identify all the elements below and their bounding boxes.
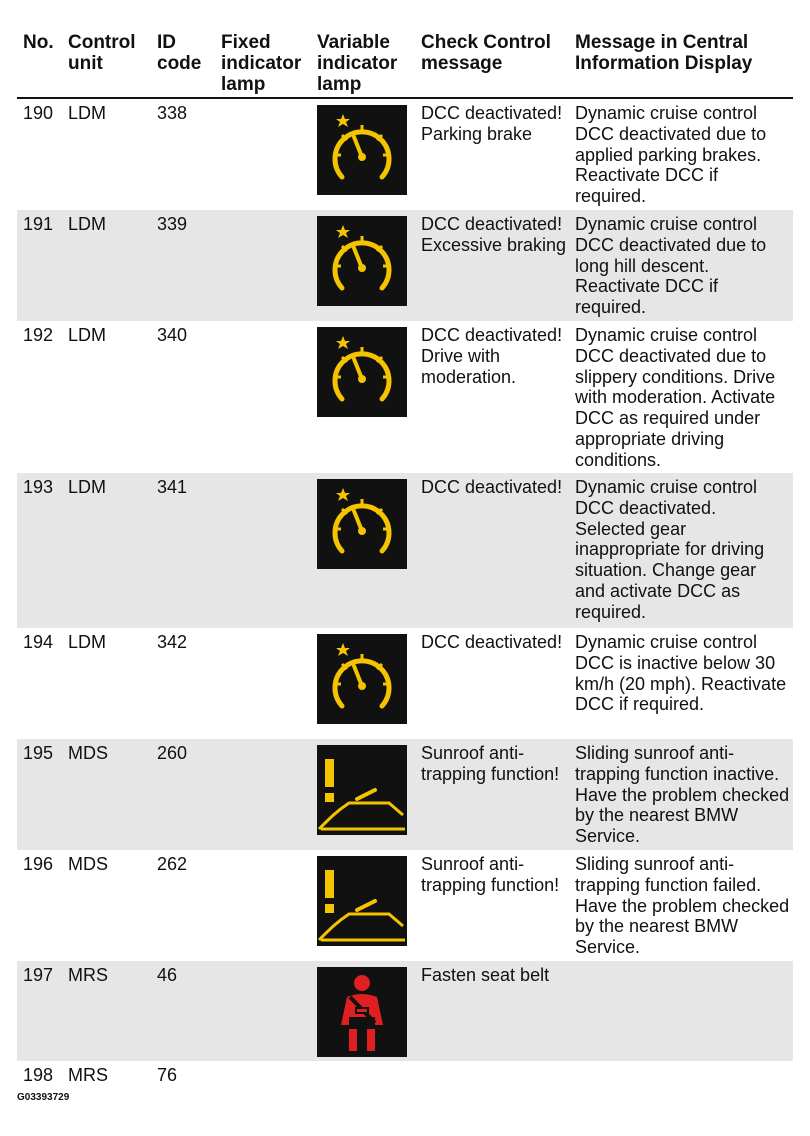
row-cid-message: Dynamic cruise control DCC is inactive below 30 km/h (20 mph). Reactivate DCC if required. — [575, 632, 787, 715]
table-row — [17, 739, 793, 850]
dcc-speedometer-icon — [317, 216, 407, 306]
row-number: 198 — [23, 1065, 54, 1085]
row-id-code: 260 — [157, 743, 188, 763]
row-id-code: 46 — [157, 965, 178, 985]
table-row — [17, 210, 793, 321]
row-check-control-message: Fasten seat belt — [421, 965, 550, 985]
row-cid-message: Dynamic cruise control DCC deactivated due to slippery conditions. Drive with moderation. Activate DCC as required under appropriate driving conditions. — [575, 325, 776, 470]
row-number: 193 — [23, 477, 54, 497]
row-check-control-message: DCC deactivated! — [421, 477, 563, 497]
dcc-speedometer-icon — [317, 634, 407, 724]
sunroof-warning-icon — [317, 745, 407, 835]
header-fixed-lamp: Fixed indicator lamp — [221, 32, 302, 95]
header-id-code: ID code — [157, 32, 202, 74]
dcc-speedometer-icon — [317, 105, 407, 195]
seat-belt-icon — [317, 967, 407, 1057]
row-control-unit: MDS — [68, 743, 108, 763]
row-cid-message: Dynamic cruise control DCC deactivated due to long hill descent. Reactivate DCC if required. — [575, 214, 767, 318]
row-control-unit: LDM — [68, 477, 107, 497]
header-control-unit: Control unit — [68, 32, 136, 74]
row-id-code: 340 — [157, 325, 188, 345]
header-cid-message: Message in Central Information Display — [575, 32, 753, 74]
dcc-speedometer-icon — [317, 327, 407, 417]
row-number: 190 — [23, 103, 54, 123]
row-number: 196 — [23, 854, 54, 874]
table-header — [0, 0, 810, 98]
table-row — [17, 850, 793, 961]
row-id-code: 76 — [157, 1065, 178, 1085]
row-number: 195 — [23, 743, 54, 763]
row-number: 194 — [23, 632, 54, 652]
table-row — [17, 961, 793, 1061]
table-row — [17, 628, 793, 739]
row-number: 197 — [23, 965, 54, 985]
row-id-code: 262 — [157, 854, 188, 874]
graphic-code: G03393729 — [17, 1092, 70, 1103]
row-cid-message: Sliding sunroof anti-trapping function inactive. Have the problem checked by the nearest BMW Service. — [575, 743, 790, 847]
row-control-unit: LDM — [68, 632, 107, 652]
row-id-code: 341 — [157, 477, 188, 497]
row-number: 191 — [23, 214, 54, 234]
row-check-control-message: DCC deactivated! Excessive braking — [421, 214, 567, 255]
row-control-unit: LDM — [68, 103, 107, 123]
table-row — [17, 321, 793, 473]
row-control-unit: LDM — [68, 214, 107, 234]
row-cid-message: Dynamic cruise control DCC deactivated. Selected gear inappropriate for driving situation. Change gear and activate DCC as required. — [575, 477, 765, 622]
row-id-code: 342 — [157, 632, 188, 652]
row-id-code: 338 — [157, 103, 188, 123]
row-cid-message: Sliding sunroof anti-trapping function failed. Have the problem checked by the nearest BMW Service. — [575, 854, 790, 958]
row-check-control-message: DCC deactivated! — [421, 632, 563, 652]
header-variable-lamp: Variable indicator lamp — [317, 32, 398, 95]
table-row — [17, 473, 793, 628]
row-control-unit: MRS — [68, 965, 108, 985]
table-row — [17, 1061, 793, 1091]
row-check-control-message: Sunroof anti-trapping function! — [421, 743, 560, 784]
dcc-speedometer-icon — [317, 479, 407, 569]
row-check-control-message: DCC deactivated! Parking brake — [421, 103, 563, 144]
table-row — [17, 99, 793, 210]
row-cid-message: Dynamic cruise control DCC deactivated due to applied parking brakes. Reactivate DCC if required. — [575, 103, 767, 207]
row-control-unit: MRS — [68, 1065, 108, 1085]
row-check-control-message: Sunroof anti-trapping function! — [421, 854, 560, 895]
row-check-control-message: DCC deactivated! Drive with moderation. — [421, 325, 563, 387]
sunroof-warning-icon — [317, 856, 407, 946]
row-control-unit: LDM — [68, 325, 107, 345]
row-number: 192 — [23, 325, 54, 345]
header-no: No. — [23, 32, 54, 53]
header-check-control: Check Control message — [421, 32, 551, 74]
row-control-unit: MDS — [68, 854, 108, 874]
row-id-code: 339 — [157, 214, 188, 234]
